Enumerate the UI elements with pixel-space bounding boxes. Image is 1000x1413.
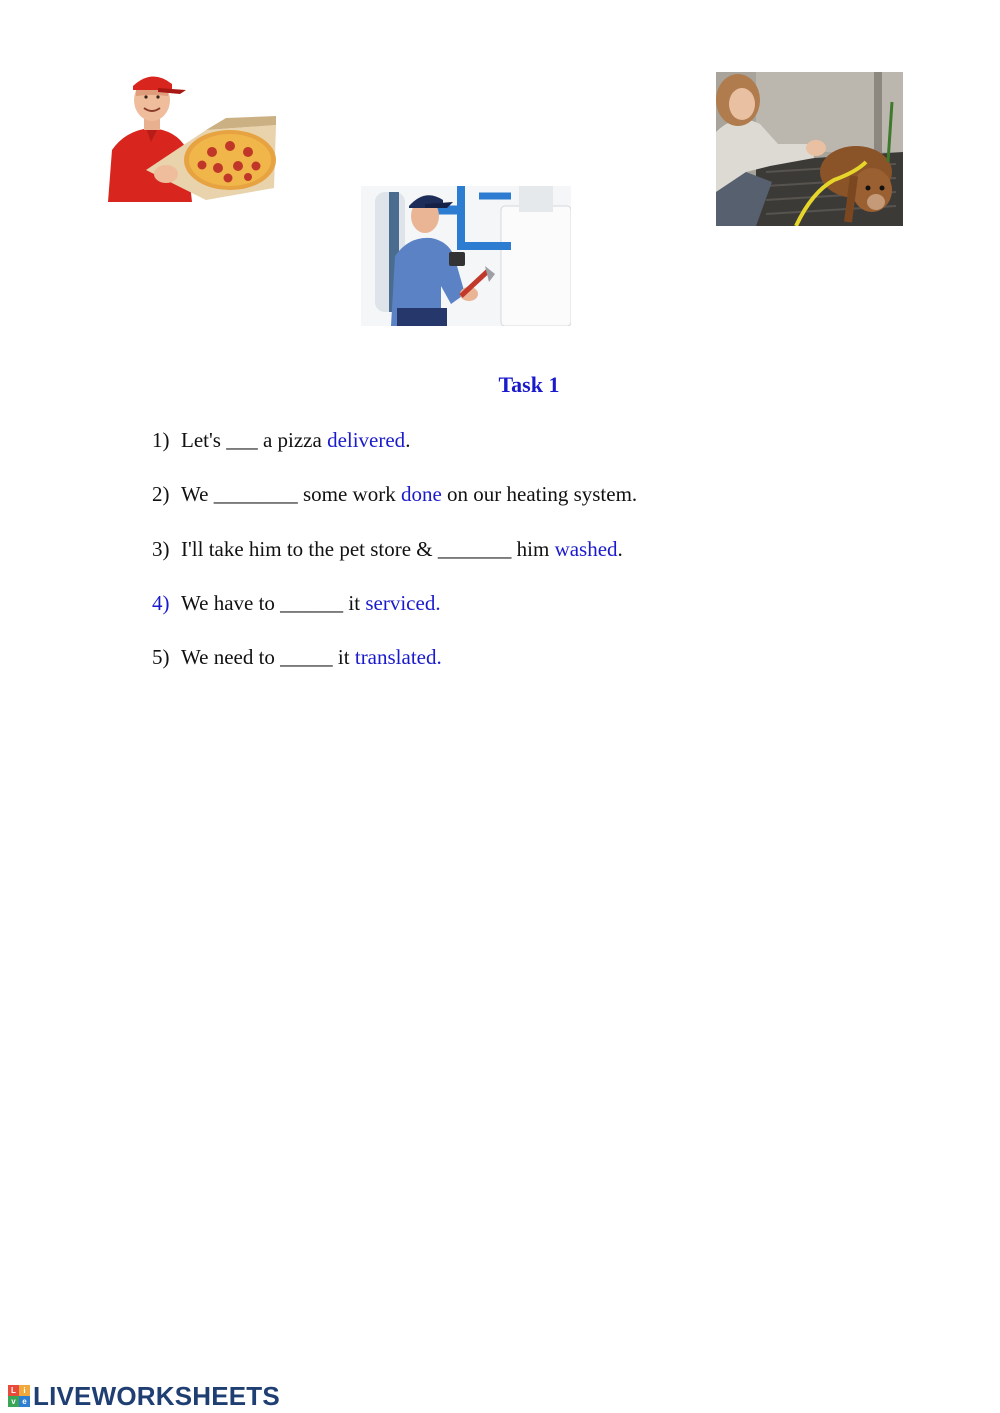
question-text: We need to _____ it bbox=[181, 645, 355, 670]
question-keyword: washed bbox=[554, 536, 618, 561]
question-keyword: translated. bbox=[354, 645, 442, 670]
logo-mark-icon: L i v e bbox=[8, 1385, 30, 1407]
question-number: 4) bbox=[152, 590, 170, 615]
question-keyword: done bbox=[400, 482, 442, 507]
liveworksheets-logo bbox=[8, 1381, 280, 1411]
question-number: 5) bbox=[152, 645, 170, 670]
question-item bbox=[152, 479, 637, 509]
question-text: Let's ___ a pizza bbox=[181, 428, 328, 452]
dog-washing-image bbox=[716, 72, 903, 226]
plumber-image bbox=[361, 186, 571, 326]
pizza-delivery-image bbox=[106, 70, 276, 202]
question-number: 1) bbox=[152, 428, 170, 452]
question-text: We have to ______ it bbox=[181, 590, 366, 615]
question-text-end: on our heating system. bbox=[441, 482, 638, 507]
question-item bbox=[152, 642, 637, 672]
question-text: I'll take him to the pet store & _______ him bbox=[181, 536, 555, 561]
question-item bbox=[152, 534, 637, 564]
question-number: 3) bbox=[152, 536, 170, 561]
question-keyword: delivered bbox=[327, 428, 406, 452]
question-text: We ________ some work bbox=[181, 482, 401, 507]
question-item bbox=[152, 588, 637, 618]
question-number: 2) bbox=[152, 482, 170, 507]
question-text-end: . bbox=[405, 428, 411, 452]
question-item bbox=[152, 425, 637, 455]
brand-name: LIVEWORKSHEETS bbox=[33, 1380, 280, 1411]
question-list bbox=[152, 425, 637, 696]
question-text-end: . bbox=[617, 536, 623, 561]
task-title: Task 1 bbox=[498, 372, 560, 397]
question-keyword: serviced. bbox=[365, 590, 441, 615]
